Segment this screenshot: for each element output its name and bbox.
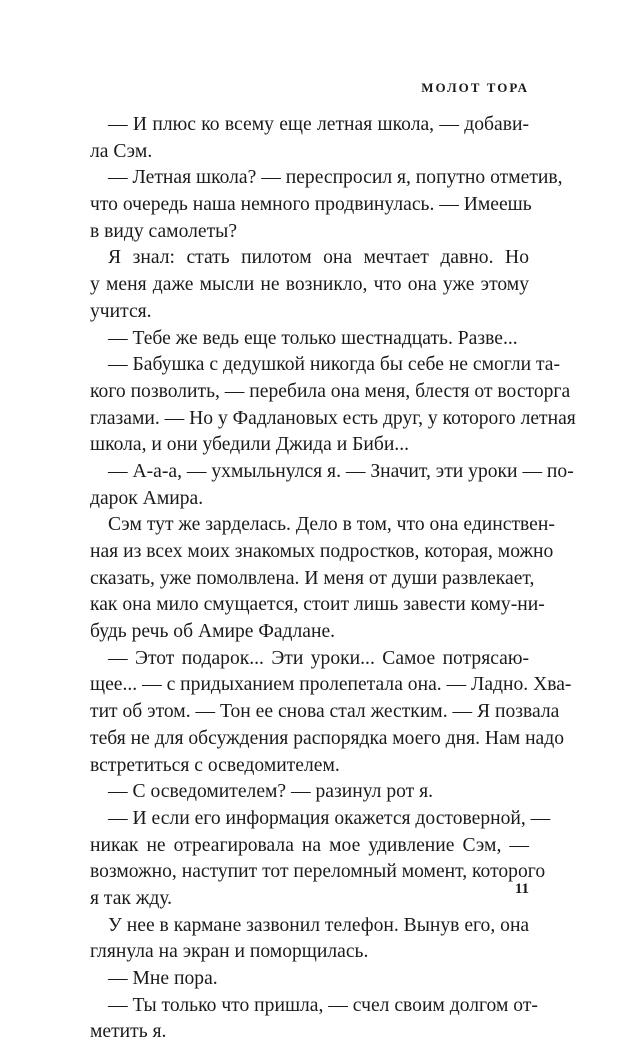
- text-line: тит об этом. — Тон ее снова стал жестким. — Я позвала: [90, 701, 560, 723]
- text-line: тебя не для обсуждения распорядка моего дня. Нам надо: [90, 727, 565, 749]
- text-line: ла Сэм.: [90, 140, 153, 162]
- text-line: — Мне пора.: [108, 968, 218, 989]
- text-line: возможно, наступит тот переломный момент, которого: [90, 861, 546, 883]
- text-line: я так жду.: [90, 887, 173, 909]
- text-line: — Летная школа? — переспросил я, попутно отметив,: [108, 167, 563, 189]
- text-line: сказать, уже помолвлена. И меня от души развлекает,: [90, 567, 535, 589]
- text-line: — С осведомителем? — разинул рот я.: [108, 781, 434, 803]
- text-line: никак не отреагировала на мое удивление Сэм, —: [90, 834, 529, 856]
- body-text: [90, 112, 576, 1046]
- text-line: школа, и они убедили Джида и Биби...: [90, 434, 410, 456]
- text-line: — Бабушка с дедушкой никогда бы себе не смогли та-: [108, 354, 561, 376]
- text-line: кого позволить, — перебила она меня, блестя от восторга: [90, 380, 571, 402]
- text-line: — Тебе же ведь еще только шестнадцать. Разве...: [108, 327, 518, 349]
- page-number: 11: [514, 881, 529, 897]
- text-line: будь речь об Амире Фадлане.: [90, 621, 336, 643]
- text-line: — А-а-а, — ухмыльнулся я. — Значит, эти уроки — по-: [108, 460, 574, 482]
- text-line: дарок Амира.: [90, 487, 204, 509]
- text-line: глазами. — Но у Фадлановых есть друг, у которого летная: [90, 407, 576, 429]
- text-line: — И плюс ко всему еще летная школа, — добави-: [108, 114, 529, 135]
- text-line: Я знал: стать пилотом она мечтает давно. Но: [108, 247, 529, 269]
- text-line: глянула на экран и поморщилась.: [90, 941, 369, 963]
- text-line: — И если его информация окажется достоверной, —: [108, 807, 551, 829]
- text-line: ная из всех моих знакомых подростков, которая, можно: [90, 541, 554, 562]
- text-line: встретиться с осведомителем.: [90, 754, 340, 776]
- text-line: учится.: [90, 300, 152, 322]
- running-header: МОЛОТ ТОРА: [421, 80, 529, 95]
- text-line: Сэм тут же зарделась. Дело в том, что она единствен-: [108, 514, 555, 536]
- text-line: У нее в кармане зазвонил телефон. Вынув его, она: [108, 914, 530, 936]
- text-line: как она мило смущается, стоит лишь завести кому-ни-: [90, 594, 545, 616]
- text-line: что очередь наша немного продвинулась. — Имеешь: [90, 194, 532, 216]
- text-line: щее... — с придыханием пролепетала она. — Ладно. Хва-: [90, 674, 572, 696]
- text-line: — Этот подарок... Эти уроки... Самое потрясаю-: [108, 647, 529, 669]
- text-line: у меня даже мысли не возникло, что она уже этому: [90, 274, 529, 296]
- text-line: метить я.: [90, 1021, 167, 1043]
- text-line: — Ты только что пришла, — счел своим долгом от-: [108, 994, 538, 1016]
- text-line: в виду самолеты?: [90, 220, 238, 242]
